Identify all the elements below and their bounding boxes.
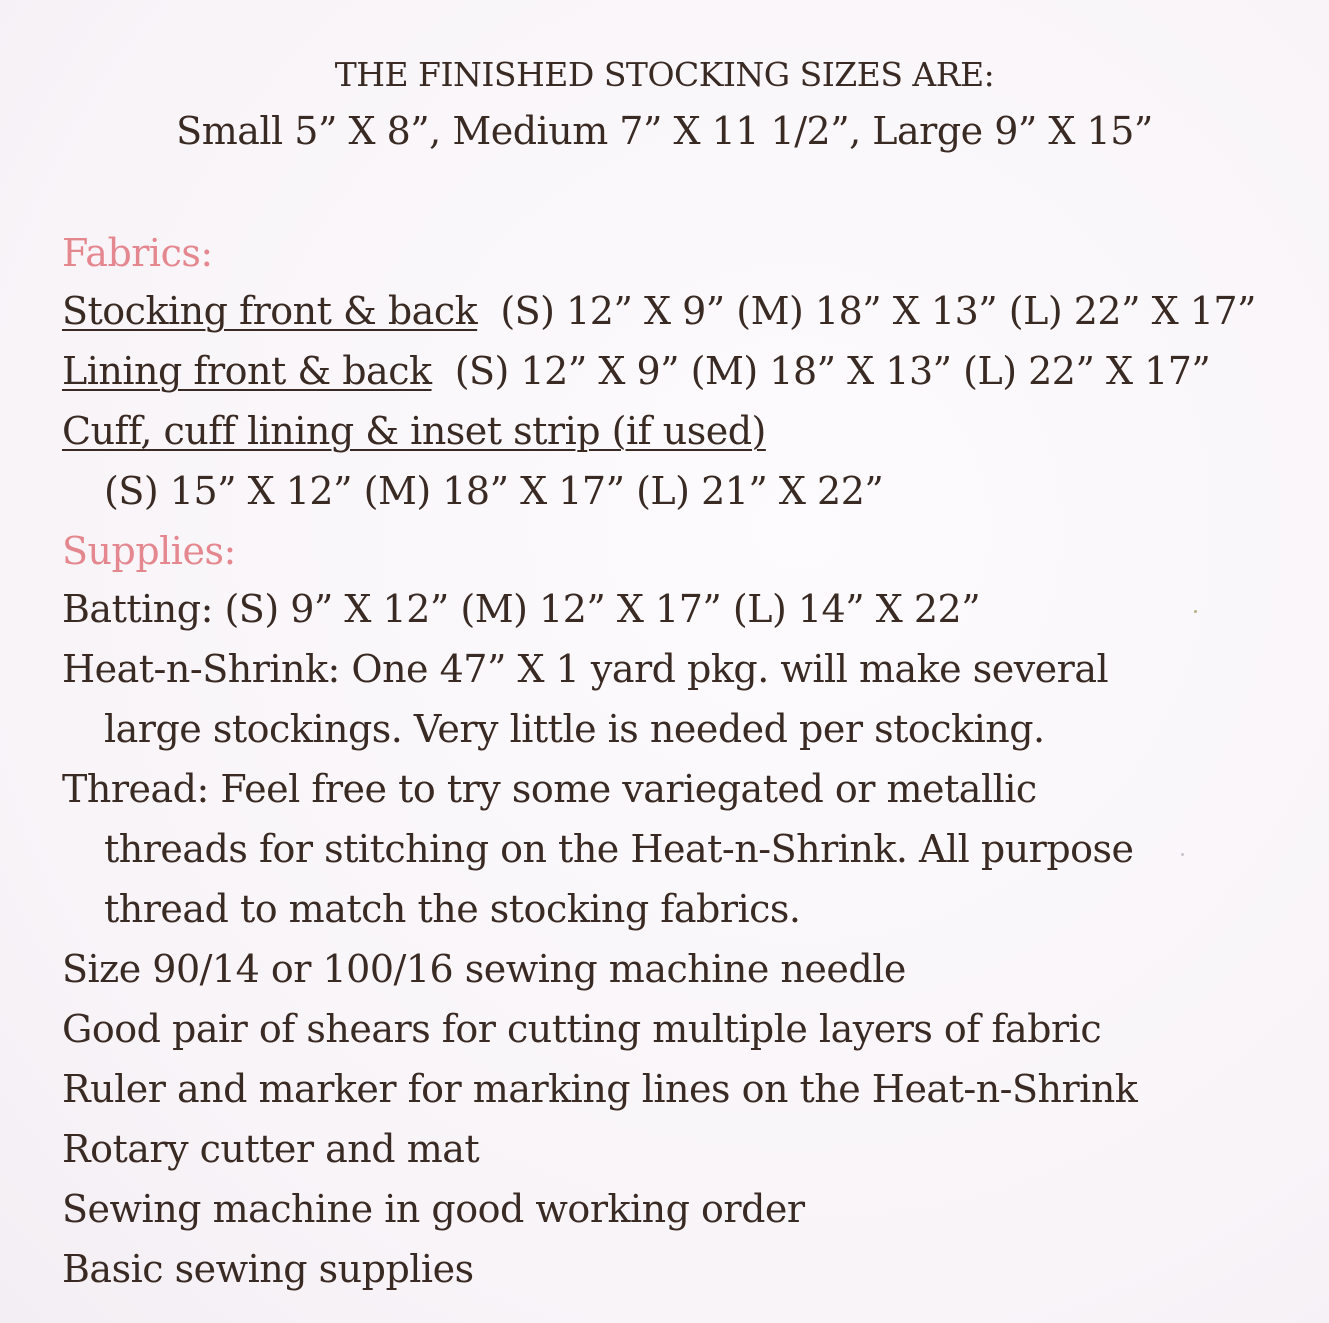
fabric-item-cuff-label: Cuff, cuff lining & inset strip (if used) bbox=[62, 409, 766, 453]
supply-heat-shrink-line2: large stockings. Very little is needed per stocking. bbox=[104, 707, 1045, 751]
paper-speck bbox=[1181, 853, 1184, 856]
fabrics-heading: Fabrics: bbox=[62, 231, 213, 275]
fabric-item-stocking-value: (S) 12” X 9” (M) 18” X 13” (L) 22” X 17” bbox=[500, 289, 1256, 333]
finished-sizes-line: Small 5” X 8”, Medium 7” X 11 1/2”, Large 9” X 15” bbox=[176, 109, 1153, 153]
supply-thread-line1: Thread: Feel free to try some variegated or metallic bbox=[62, 767, 1037, 811]
supply-heat-shrink-line1: Heat-n-Shrink: One 47” X 1 yard pkg. will make several bbox=[62, 647, 1109, 691]
supply-sewing-machine: Sewing machine in good working order bbox=[62, 1187, 805, 1231]
fabric-item-lining-value: (S) 12” X 9” (M) 18” X 13” (L) 22” X 17” bbox=[454, 349, 1211, 393]
supply-needle: Size 90/14 or 100/16 sewing machine needle bbox=[62, 947, 906, 991]
supply-batting: Batting: (S) 9” X 12” (M) 12” X 17” (L) 14” X 22” bbox=[62, 587, 981, 631]
supplies-heading: Supplies: bbox=[62, 529, 236, 573]
supply-thread-line3: thread to match the stocking fabrics. bbox=[104, 887, 801, 931]
fabric-item-stocking-label: Stocking front & back bbox=[62, 289, 478, 333]
supply-shears: Good pair of shears for cutting multiple layers of fabric bbox=[62, 1007, 1102, 1051]
fabric-item-lining bbox=[62, 348, 1210, 394]
paper-speck bbox=[1194, 610, 1197, 613]
supply-ruler-marker: Ruler and marker for marking lines on the Heat-n-Shrink bbox=[62, 1067, 1138, 1111]
supply-basic: Basic sewing supplies bbox=[62, 1247, 474, 1291]
supply-rotary-cutter: Rotary cutter and mat bbox=[62, 1127, 480, 1171]
fabric-item-lining-label: Lining front & back bbox=[62, 349, 432, 393]
fabric-item-stocking bbox=[62, 288, 1256, 334]
page-title: THE FINISHED STOCKING SIZES ARE: bbox=[334, 55, 995, 94]
fabric-item-cuff-label-line bbox=[62, 408, 766, 454]
supply-thread-line2: threads for stitching on the Heat-n-Shrink. All purpose bbox=[104, 827, 1134, 871]
fabric-item-cuff-value: (S) 15” X 12” (M) 18” X 17” (L) 21” X 22” bbox=[104, 469, 884, 513]
